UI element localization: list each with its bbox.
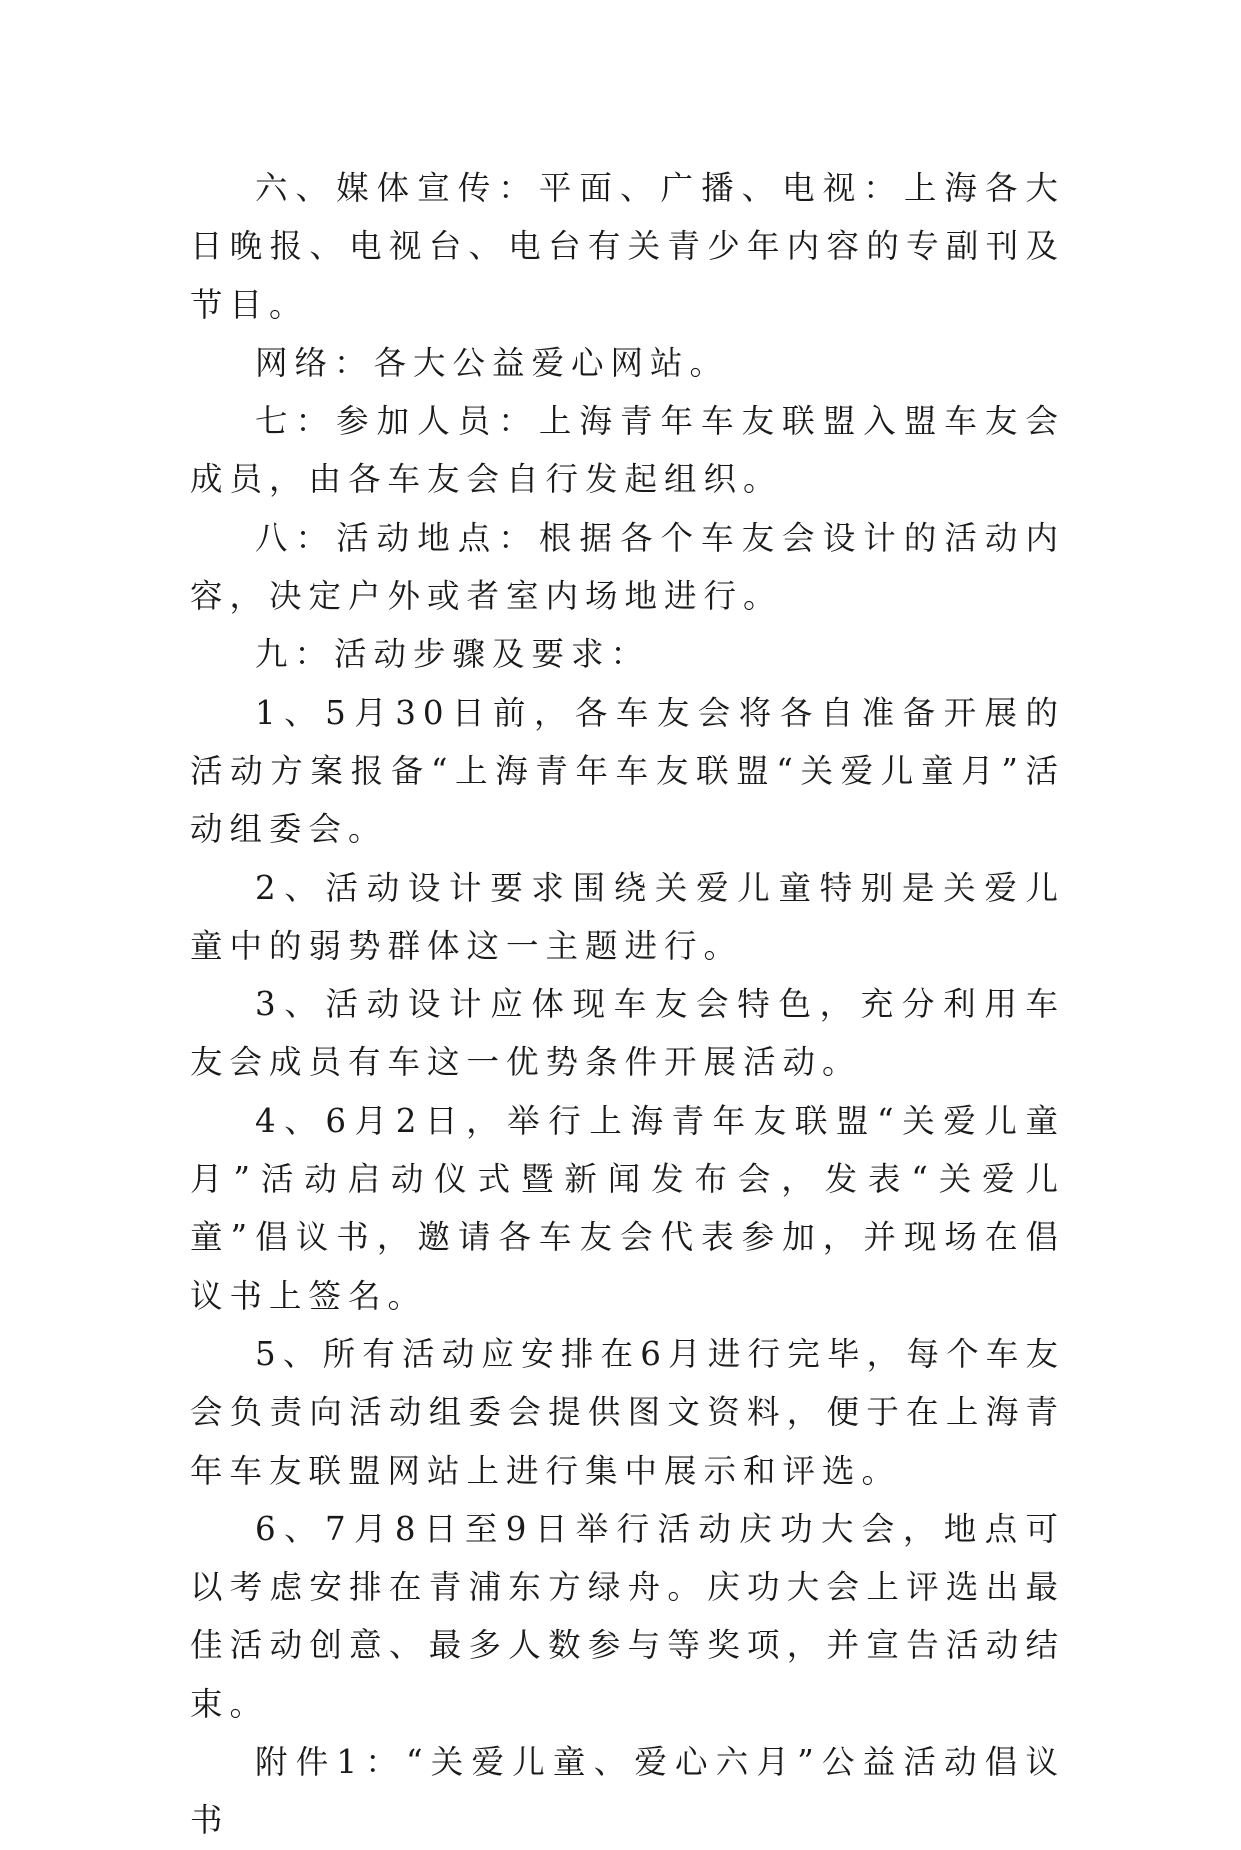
paragraph-steps-heading: 九：活动步骤及要求： [255, 635, 651, 674]
document-body [190, 159, 1065, 1850]
paragraph-participants: 七：参加人员：上海青年车友联盟入盟车友会成员，由各车友会自行发起组织。 [190, 402, 1065, 499]
paragraph-step-2: 2、活动设计要求围绕关爱儿童特别是关爱儿童中的弱势群体这一主题进行。 [190, 868, 1065, 965]
paragraph-step-6: 6、7月8日至9日举行活动庆功大会，地点可以考虑安排在青浦东方绿舟。庆功大会上评选出最佳活动创意、最多人数参与等奖项，并宣告活动结束。 [190, 1509, 1065, 1723]
paragraph-network: 网络：各大公益爱心网站。 [255, 343, 730, 382]
paragraph-step-1: 1、5月30日前，各车友会将各自准备开展的活动方案报备“上海青年车友联盟“关爱儿童月”活动组委会。 [190, 693, 1065, 849]
paragraph-attachment: 附件1：“关爱儿童、爱心六月”公益活动倡议书 [190, 1743, 1065, 1840]
paragraph-step-5: 5、所有活动应安排在6月进行完毕，每个车友会负责向活动组委会提供图文资料，便于在上海青年车友联盟网站上进行集中展示和评选。 [190, 1334, 1065, 1490]
paragraph-venue: 八：活动地点：根据各个车友会设计的活动内容，决定户外或者室内场地进行。 [190, 518, 1065, 616]
paragraph-media-publicity: 六、媒体宣传：平面、广播、电视：上海各大日晚报、电视台、电台有关青少年内容的专副刊及节目。 [190, 169, 1065, 324]
paragraph-step-3: 3、活动设计应体现车友会特色，充分利用车友会成员有车这一优势条件开展活动。 [190, 985, 1065, 1082]
paragraph-step-4: 4、6月2日，举行上海青年友联盟“关爱儿童月”活动启动仪式暨新闻发布会，发表“关爱儿童”倡议书，邀请各车友会代表参加，并现场在倡议书上签名。 [190, 1101, 1065, 1315]
